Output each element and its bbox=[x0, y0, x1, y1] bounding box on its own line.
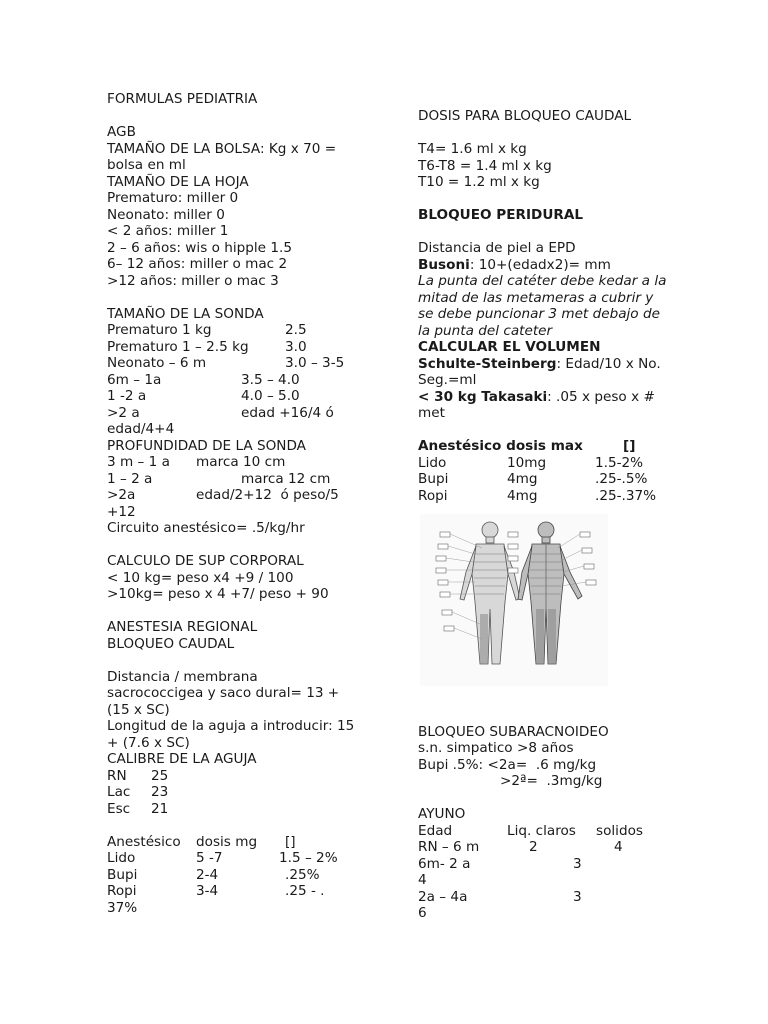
peridural-heading: BLOQUEO PERIDURAL bbox=[418, 207, 584, 223]
bsa-formula: < 10 kg= peso x4 +9 / 100 bbox=[107, 569, 294, 586]
tube-size-row: Prematuro 1 kg 2.5 bbox=[107, 322, 307, 338]
blade-item: Neonato: miller 0 bbox=[107, 206, 225, 223]
needle-length-formula: Longitud de la aguja a introducir: 15 + (7.6 x SC) bbox=[107, 718, 355, 751]
caudal-dose-t4: T4= 1.6 ml x kg bbox=[418, 141, 527, 157]
tube-size-row-cont: edad/4+4 bbox=[107, 421, 175, 437]
tube-size-heading: TAMAÑO DE LA SONDA bbox=[107, 305, 264, 322]
bag-size-formula: TAMAÑO DE LA BOLSA: Kg x 70 = bbox=[107, 140, 337, 157]
volume-heading: CALCULAR EL VOLUMEN bbox=[418, 339, 601, 355]
fasting-heading: AYUNO bbox=[418, 806, 466, 822]
fasting-row: RN – 6 m 2 4 bbox=[418, 839, 623, 855]
tube-depth-heading: PROFUNDIDAD DE LA SONDA bbox=[107, 437, 306, 454]
blade-item: < 2 años: miller 1 bbox=[107, 223, 229, 239]
fasting-row: 6m- 2 a 3 bbox=[418, 855, 582, 872]
tube-depth-row: 3 m – 1 a marca 10 cm bbox=[107, 454, 286, 470]
bupi-dose: Bupi .5%: <2a= .6 mg/kg bbox=[418, 756, 597, 773]
max-dose-row: Lido 10mg 1.5-2% bbox=[418, 454, 644, 471]
caudal-dose-t10: T10 = 1.2 ml x kg bbox=[418, 174, 540, 190]
max-dose-header: Anestésico dosis max [] bbox=[418, 438, 636, 454]
blade-item: 2 – 6 años: wis o hipple 1.5 bbox=[107, 239, 292, 256]
schulte-formula: Schulte-Steinberg: Edad/10 x No. Seg.=ml bbox=[418, 355, 661, 388]
doc-title: FORMULAS PEDIATRIA bbox=[107, 91, 258, 107]
dose-table-row: Ropi 3-4 .25 - . bbox=[107, 883, 325, 899]
tube-size-row: >2 a edad +16/4 ó bbox=[107, 404, 334, 421]
takasaki-formula: < 30 kg Takasaki: .05 x peso x # met bbox=[418, 388, 655, 421]
dose-table-row-cont: 37% bbox=[107, 899, 138, 916]
tube-size-row: Prematuro 1 – 2.5 kg 3.0 bbox=[107, 338, 307, 355]
tube-size-row: Neonato – 6 m 3.0 – 3-5 bbox=[107, 355, 345, 371]
needle-gauge-row: Lac 23 bbox=[107, 784, 169, 800]
bsa-heading: CALCULO DE SUP CORPORAL bbox=[107, 553, 304, 569]
needle-gauge-row: RN 25 bbox=[107, 767, 169, 784]
tube-depth-row: >2a edad/2+12 ó peso/5 bbox=[107, 487, 339, 503]
caudal-heading: BLOQUEO CAUDAL bbox=[107, 635, 235, 652]
tube-size-row: 6m – 1a 3.5 – 4.0 bbox=[107, 371, 300, 388]
blade-item: >12 años: miller o mac 3 bbox=[107, 272, 279, 289]
fasting-row-cont: 6 bbox=[418, 905, 427, 921]
dose-table-row: Bupi 2-4 .25% bbox=[107, 866, 320, 883]
blade-size-heading: TAMAÑO DE LA HOJA bbox=[107, 173, 249, 190]
fasting-header-row: Edad Liq. claros solidos bbox=[418, 822, 643, 839]
fasting-row: 2a – 4a 3 bbox=[418, 888, 582, 905]
epd-distance-label: Distancia de piel a EPD bbox=[418, 240, 576, 256]
caudal-dose-heading: DOSIS PARA BLOQUEO CAUDAL bbox=[418, 108, 632, 124]
blade-item: 6– 12 años: miller o mac 2 bbox=[107, 256, 288, 272]
dermatome-figure bbox=[420, 514, 608, 686]
bupi-dose-cont: >2ª= .3mg/kg bbox=[500, 773, 603, 789]
distance-formula: Distancia / membrana sacrococcigea y saco dural= 13 + (15 x SC) bbox=[107, 668, 340, 718]
needle-gauge-row: Esc 21 bbox=[107, 800, 169, 817]
sympathetic-note: s.n. simpatico >8 años bbox=[418, 740, 574, 756]
right-column bbox=[418, 108, 668, 922]
subarachnoid-heading: BLOQUEO SUBARACNOIDEO bbox=[418, 723, 609, 740]
circuit-formula: Circuito anestésico= .5/kg/hr bbox=[107, 520, 305, 536]
dose-table-header: Anestésico dosis mg [] bbox=[107, 833, 296, 850]
tube-depth-row: 1 – 2 a marca 12 cm bbox=[107, 470, 331, 487]
needle-gauge-heading: CALIBRE DE LA AGUJA bbox=[107, 751, 257, 767]
bsa-formula: >10kg= peso x 4 +7/ peso + 90 bbox=[107, 586, 329, 602]
caudal-dose-t6: T6-T8 = 1.4 ml x kg bbox=[418, 157, 552, 174]
bag-size-formula-cont: bolsa en ml bbox=[107, 157, 186, 173]
agb-heading: AGB bbox=[107, 124, 136, 140]
tube-depth-row-cont: +12 bbox=[107, 503, 136, 520]
blade-item: Prematuro: miller 0 bbox=[107, 190, 239, 206]
catheter-note: La punta del catéter debe kedar a la mitad de las metameras a cubrir y se debe puncionar 3 met debajo de la punta del cateter bbox=[418, 273, 667, 339]
fasting-row-cont: 4 bbox=[418, 872, 427, 888]
regional-heading: ANESTESIA REGIONAL bbox=[107, 619, 258, 635]
dose-table-row: Lido 5 -7 1.5 – 2% bbox=[107, 850, 338, 866]
busoni-formula: Busoni: 10+(edadx2)= mm bbox=[418, 256, 611, 273]
max-dose-row: Ropi 4mg .25-.37% bbox=[418, 487, 657, 504]
left-column bbox=[107, 91, 357, 916]
max-dose-row: Bupi 4mg .25-.5% bbox=[418, 471, 648, 487]
tube-size-row: 1 -2 a 4.0 – 5.0 bbox=[107, 388, 300, 404]
